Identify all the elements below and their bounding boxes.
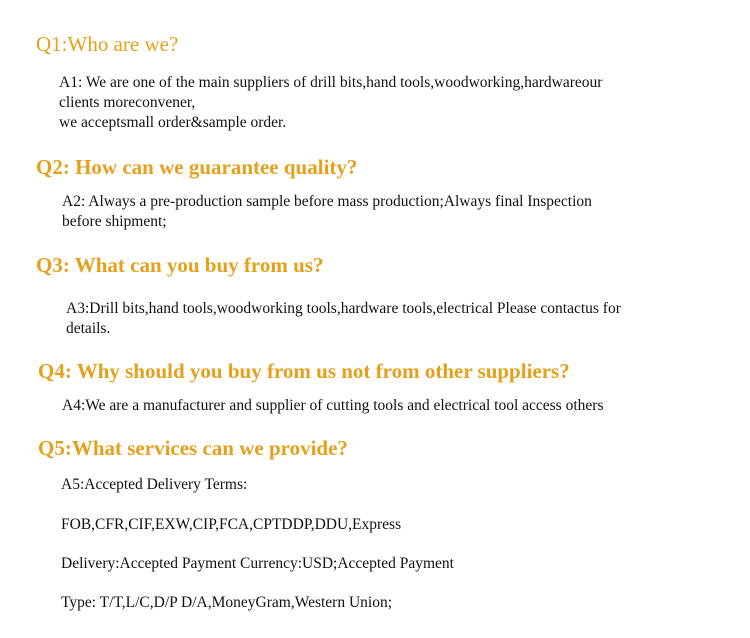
faq-question-2: Q2: How can we guarantee quality?: [36, 155, 358, 179]
faq-answer-5-line-4: Type: T/T,L/C,D/P D/A,MoneyGram,Western Union;: [61, 594, 393, 611]
faq-question-1: Q1:Who are we?: [36, 32, 179, 56]
faq-answer-4: [62, 396, 603, 416]
faq-answer-2-line-2: before shipment;: [62, 213, 167, 230]
faq-answer-1: [59, 73, 602, 133]
faq-question-5: Q5:What services can we provide?: [38, 436, 348, 460]
faq-answer-1-line-3: we acceptsmall order&sample order.: [59, 114, 287, 131]
faq-answer-5-line-2: FOB,CFR,CIF,EXW,CIP,FCA,CPTDDP,DDU,Express: [61, 516, 402, 533]
faq-answer-3-line-1: A3:Drill bits,hand tools,woodworking tools,hardware tools,electrical Please contactus for: [66, 300, 621, 317]
faq-question-3: Q3: What can you buy from us?: [36, 253, 324, 277]
faq-answer-1-line-1: A1: We are one of the main suppliers of drill bits,hand tools,woodworking,hardwareour: [59, 74, 603, 91]
faq-answer-3-line-2: details.: [66, 320, 111, 337]
faq-question-4: Q4: Why should you buy from us not from other suppliers?: [38, 359, 570, 383]
faq-answer-1-line-2: clients moreconvener,: [59, 94, 196, 111]
faq-answer-5: [61, 475, 454, 613]
faq-answer-2: [62, 192, 592, 232]
faq-answer-4-line-1: A4:We are a manufacturer and supplier of cutting tools and electrical tool access others: [62, 397, 604, 414]
faq-answer-5-line-1: A5:Accepted Delivery Terms:: [61, 476, 248, 493]
faq-answer-3: [66, 299, 621, 339]
faq-answer-2-line-1: A2: Always a pre-production sample before mass production;Always final Inspection: [62, 193, 592, 210]
faq-answer-5-line-3: Delivery:Accepted Payment Currency:USD;Accepted Payment: [61, 555, 454, 572]
